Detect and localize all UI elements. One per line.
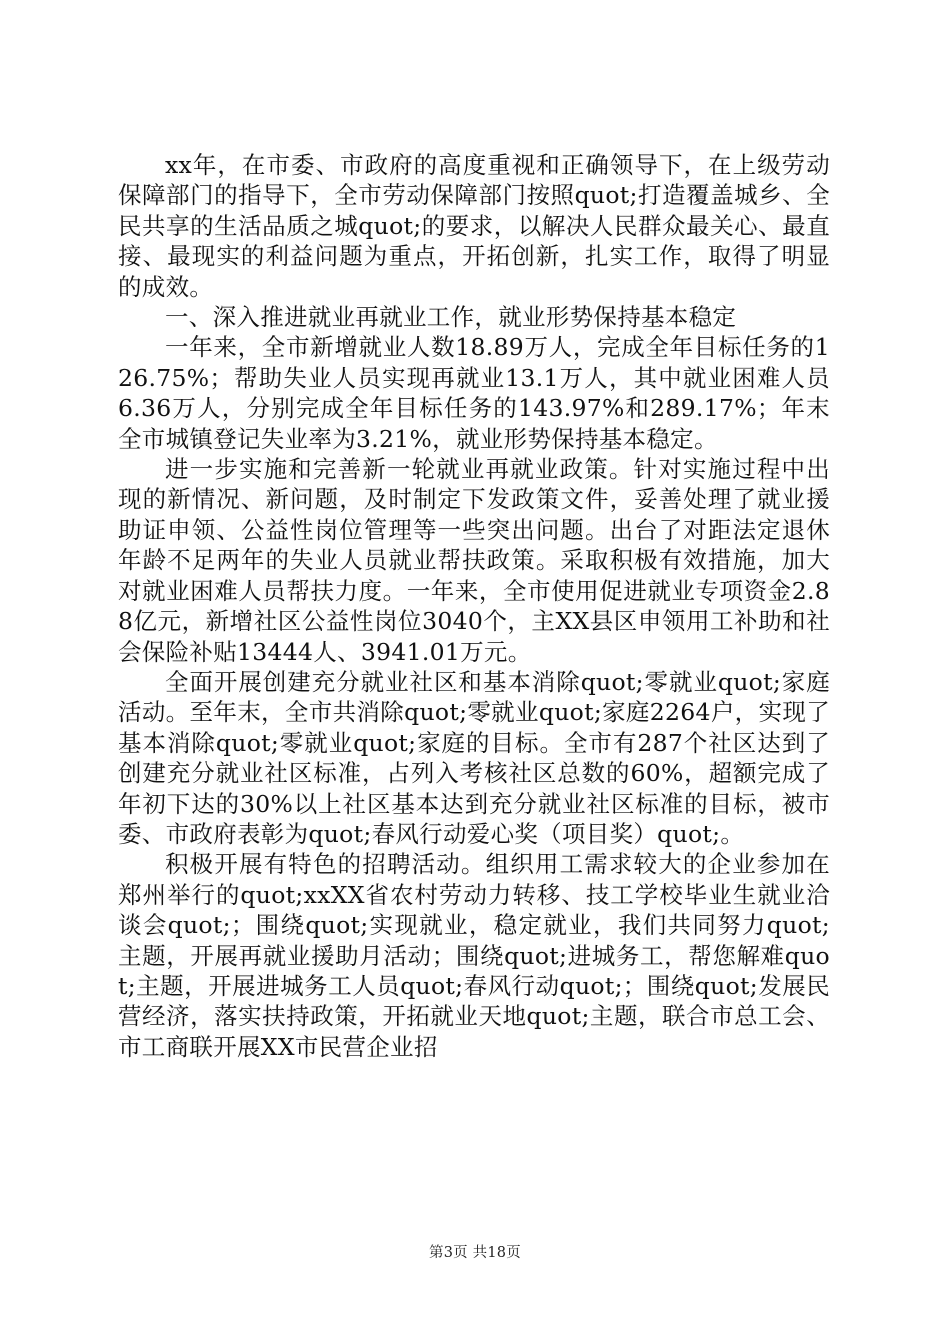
paragraph-policy: 进一步实施和完善新一轮就业再就业政策。针对实施过程中出现的新情况、新问题，及时制定下发政策文件，妥善处理了就业援助证申领、公益性岗位管理等一些突出问题。出台了对距法定退休年龄不足两年的失业人员就业帮扶政策。采取积极有效措施，加大对就业困难人员帮扶力度。一年来，全市使用促进就业专项资金2.88亿元，新增社区公益性岗位3040个，主XX县区申领用工补助和社会保险补贴13444人、3941.01万元。: [118, 455, 830, 666]
section-heading-1: 一、深入推进就业再就业工作，就业形势保持基本稳定: [165, 303, 737, 332]
page-footer: 第3页 共18页: [429, 1245, 521, 1261]
paragraph-recruitment: 积极开展有特色的招聘活动。组织用工需求较大的企业参加在郑州举行的quot;xxXX省农村劳动力转移、技工学校毕业生就业洽谈会quot;；围绕quot;实现就业，稳定就业，我们共同努力quot;主题，开展再就业援助月活动；围绕quot;进城务工，帮您解难quot;主题，开展进城务工人员quot;春风行动quot;；围绕quot;发展民营经济，落实扶持政策，开拓就业天地quot;主题，联合市总工会、市工商联开展XX市民营企业招: [118, 850, 830, 1061]
document-body: [118, 150, 830, 1062]
paragraph-intro: xx年，在市委、市政府的高度重视和正确领导下，在上级劳动保障部门的指导下，全市劳动保障部门按照quot;打造覆盖城乡、全民共享的生活品质之城quot;的要求，以解决人民群众最关心、最直接、最现实的利益问题为重点，开拓创新，扎实工作，取得了明显的成效。: [118, 151, 830, 301]
paragraph-employment-stats: 一年来，全市新增就业人数18.89万人，完成全年目标任务的126.75%；帮助失业人员实现再就业13.1万人，其中就业困难人员6.36万人，分别完成全年目标任务的143.97%和289.17%；年末全市城镇登记失业率为3.21%，就业形势保持基本稳定。: [118, 333, 830, 453]
paragraph-community: 全面开展创建充分就业社区和基本消除quot;零就业quot;家庭活动。至年末，全市共消除quot;零就业quot;家庭2264户，实现了基本消除quot;零就业quot;家庭的目标。全市有287个社区达到了创建充分就业社区标准，占列入考核社区总数的60%，超额完成了年初下达的30%以上社区基本达到充分就业社区标准的目标，被市委、市政府表彰为quot;春风行动爱心奖（项目奖）quot;。: [118, 667, 830, 848]
